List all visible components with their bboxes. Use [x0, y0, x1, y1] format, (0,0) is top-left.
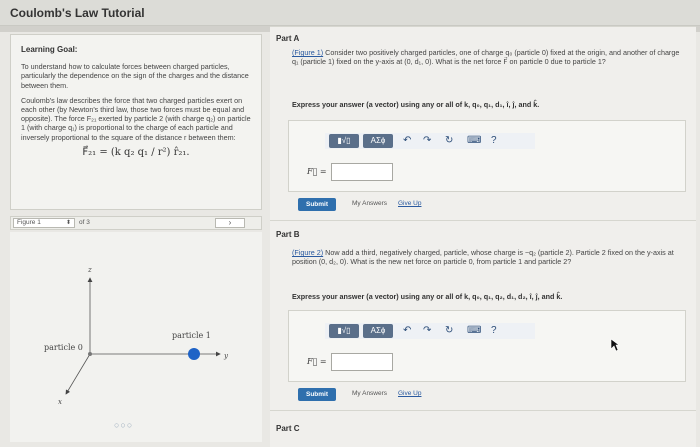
- part-b-title: Part B: [276, 230, 300, 239]
- reset-icon[interactable]: ↻: [445, 135, 454, 146]
- figure-toolbar: [10, 216, 262, 230]
- part-b-answer-box: [288, 310, 686, 382]
- undo-icon-b[interactable]: ↶: [403, 325, 412, 336]
- divider-b-c: [270, 410, 696, 411]
- figure-selector[interactable]: [13, 218, 75, 228]
- learning-goal-text-2: Coulomb's law describes the force that two charged particles exert on each other (by Newton's third law, those two forces must be equal and opposite). The force F₂₁ exerted by particle 2 (with charge q₂) on particle 1 (with charge q₁) is proportional to the charge of each particle and inversely proportional to the square of the distance r between them:: [21, 95, 251, 142]
- symbols-button-b[interactable]: ΑΣϕ: [363, 324, 393, 338]
- keyboard-icon-b[interactable]: ⌨: [467, 325, 482, 336]
- part-a-question: [292, 48, 682, 66]
- part-b-question: [292, 248, 682, 266]
- left-column: [10, 34, 262, 434]
- part-a-my-answers-link[interactable]: My Answers: [352, 200, 388, 207]
- x-axis-label: x: [58, 398, 62, 406]
- part-a-answer-box: [288, 120, 686, 192]
- figure-count: of 3: [79, 219, 90, 226]
- part-b-submit-button[interactable]: Submit: [298, 388, 336, 401]
- x-axis: [66, 354, 90, 394]
- figure-canvas: [10, 232, 262, 442]
- templates-button[interactable]: ▮√▯: [329, 134, 359, 148]
- window-title: Coulomb's Law Tutorial: [0, 0, 700, 26]
- part-a-give-up-link[interactable]: Give Up: [398, 200, 422, 207]
- particle-1-label: particle 1: [172, 331, 211, 340]
- right-column: [270, 26, 696, 447]
- part-b-instruction: Express your answer (a vector) using any or all of k, q₀, q₁, q₂, d₁, d₂, î, ĵ, and k̂.: [292, 292, 563, 301]
- z-axis-label: z: [88, 266, 92, 274]
- help-icon-b[interactable]: ?: [491, 325, 497, 336]
- part-a-title: Part A: [276, 34, 300, 43]
- part-a-instruction: Express your answer (a vector) using any or all of k, q₀, q₁, d₁, î, ĵ, and k̂.: [292, 100, 540, 109]
- keyboard-icon[interactable]: ⌨: [467, 135, 482, 146]
- selector-arrow-icon: ⬍: [65, 220, 71, 226]
- part-b-field-label: F⃗ =: [307, 357, 327, 366]
- part-a-equation-toolbar: [325, 133, 535, 149]
- figure-diagram: [10, 232, 262, 442]
- divider-a-b: [270, 220, 696, 221]
- figure-2-link[interactable]: (Figure 2): [292, 248, 324, 257]
- particle-0-label: particle 0: [44, 343, 83, 352]
- reset-icon-b[interactable]: ↻: [445, 325, 454, 336]
- next-figure-button[interactable]: ›: [215, 218, 245, 228]
- particle-1-dot: [188, 348, 200, 360]
- part-c-title[interactable]: Part C: [276, 424, 300, 433]
- redo-icon-b[interactable]: ↷: [423, 325, 432, 336]
- redo-icon[interactable]: ↷: [423, 135, 432, 146]
- figure-1-link[interactable]: (Figure 1): [292, 48, 324, 57]
- learning-goal-heading: Learning Goal:: [21, 45, 78, 54]
- divider-top: [270, 26, 696, 27]
- part-b-give-up-link[interactable]: Give Up: [398, 390, 422, 397]
- templates-button-b[interactable]: ▮√▯: [329, 324, 359, 338]
- part-b-answer-input[interactable]: [331, 353, 393, 371]
- part-b-question-text: Now add a third, negatively charged, particle, whose charge is −q₂ (particle 2). Particle 2 fixed on the y-axis at position (0, d₂, 0). What is the new net force on particle 0, from particle 1 and particle 2?: [292, 248, 674, 267]
- particle-0-dot: [88, 352, 92, 356]
- help-icon[interactable]: ?: [491, 135, 497, 146]
- learning-goal-box: [10, 34, 262, 210]
- part-b-my-answers-link[interactable]: My Answers: [352, 390, 388, 397]
- part-a-question-text: Consider two positively charged particles, one of charge q₀ (particle 0) fixed at the origin, and another of charge q₁ (particle 1) fixed on the y-axis at (0, d₁, 0). What is the net force F⃗ on particle 0 due to particle 1?: [292, 48, 680, 67]
- part-a-answer-input[interactable]: [331, 163, 393, 181]
- symbols-button[interactable]: ΑΣϕ: [363, 134, 393, 148]
- mouse-cursor-icon: [610, 338, 620, 352]
- part-a-field-label: F⃗ =: [307, 167, 327, 176]
- y-axis-label: y: [224, 352, 228, 360]
- coulomb-formula: F⃗₂₁ = (k q₂ q₁ / r²) r̂₂₁.: [82, 146, 190, 158]
- figure-selector-label: Figure 1: [17, 219, 41, 226]
- learning-goal-text-1: To understand how to calculate forces between charged particles, particularly the dependence on the sign of the charges and the distance between them.: [21, 62, 249, 90]
- undo-icon[interactable]: ↶: [403, 135, 412, 146]
- part-b-equation-toolbar: [325, 323, 535, 339]
- part-a-submit-button[interactable]: Submit: [298, 198, 336, 211]
- figure-pager[interactable]: ○○○: [114, 420, 134, 430]
